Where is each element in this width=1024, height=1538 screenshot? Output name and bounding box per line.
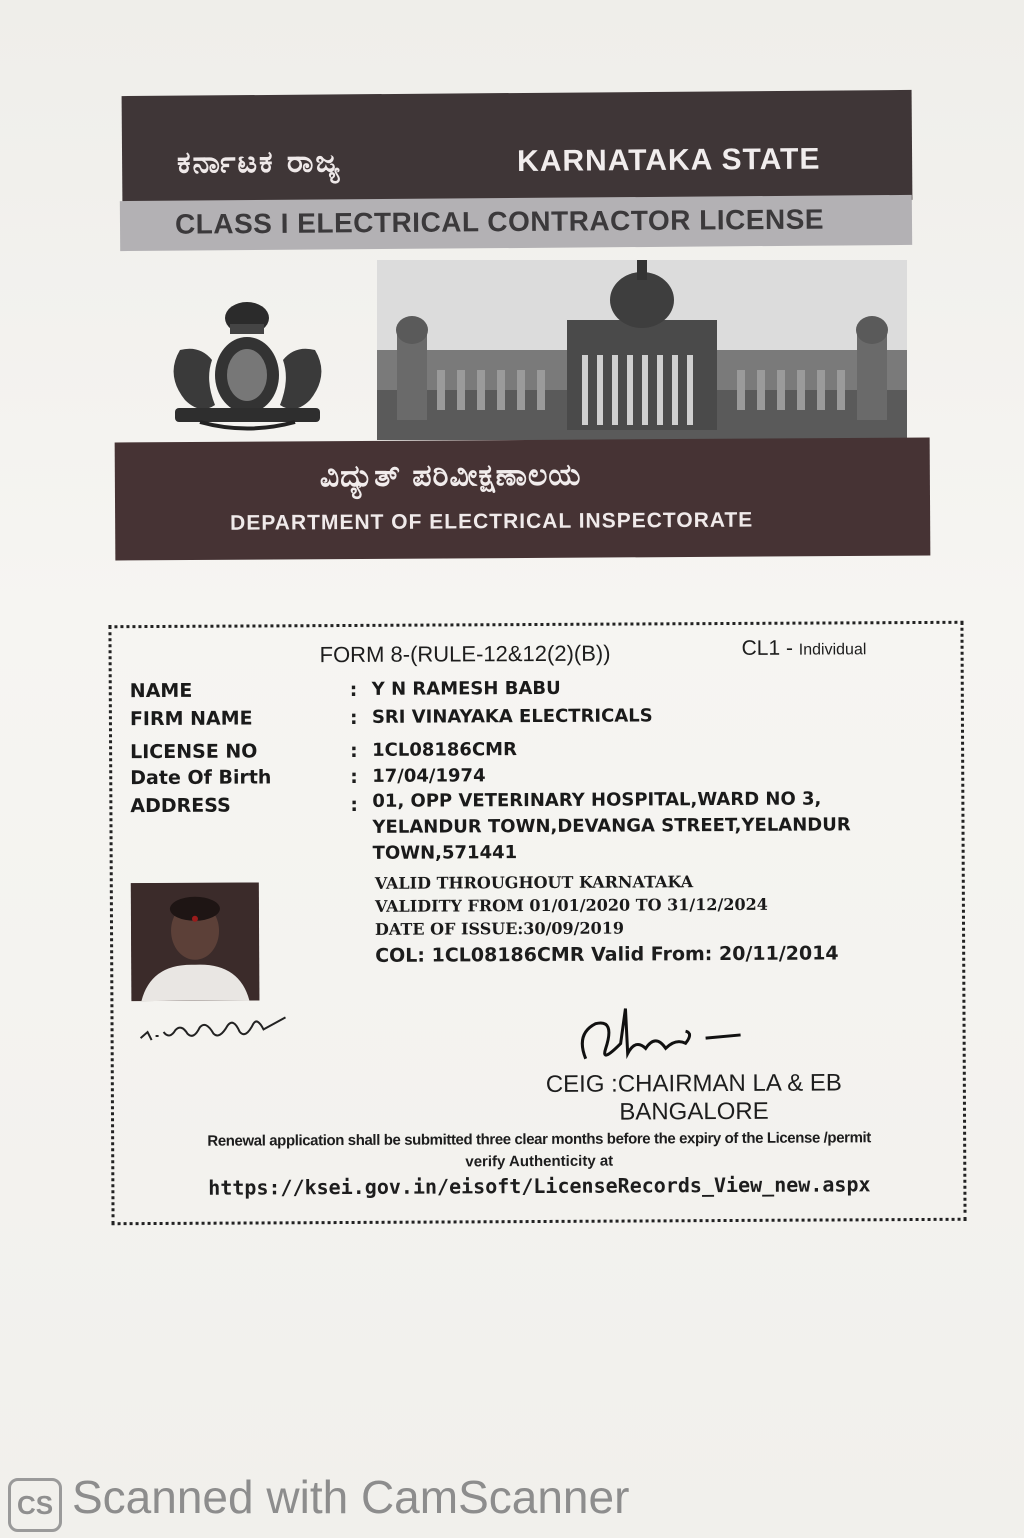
officer-designation (524, 1069, 864, 1127)
name-label: NAME (129, 679, 193, 703)
license-colon: : (350, 739, 358, 762)
firm-label: FIRM NAME (129, 707, 253, 731)
col-valid-from: COL: 1CL08186CMR Valid From: 20/11/2014 (375, 942, 839, 967)
validity-period: VALIDITY FROM 01/01/2020 TO 31/12/2024 (374, 894, 768, 916)
english-state-title: KARNATAKA STATE (516, 142, 821, 178)
officer-title: CEIG :CHAIRMAN LA & EB (545, 1069, 842, 1098)
english-department-title: DEPARTMENT OF ELECTRICAL INSPECTORATE (230, 508, 754, 535)
license-details-box (108, 621, 966, 1225)
kannada-department-title: ವಿದ್ಯುತ್ ಪರಿವೀಕ್ಷಣಾಲಯ (319, 457, 582, 495)
department-banner (115, 438, 931, 561)
name-colon: : (349, 678, 358, 701)
officer-signature (565, 1003, 745, 1069)
state-emblem-icon (160, 290, 335, 435)
dob-value: 17/04/1974 (372, 765, 486, 787)
person-photo-icon (131, 882, 260, 1001)
license-category (742, 636, 867, 661)
issue-date: DATE OF ISSUE:30/09/2019 (374, 918, 625, 939)
dob-colon: : (350, 765, 358, 788)
renewal-note: Renewal application shall be submitted three clear months before the expiry of the License /permit (207, 1129, 871, 1150)
license-label: LICENSE NO (130, 740, 258, 764)
holder-signature (135, 1009, 295, 1050)
holder-photo (131, 882, 260, 1001)
verify-note: verify Authenticity at (465, 1152, 614, 1171)
scanner-watermark: Scanned with CamScanner (72, 1471, 630, 1523)
vidhana-soudha-image (377, 260, 907, 440)
firm-value: SRI VINAYAKA ELECTRICALS (371, 705, 653, 728)
category-code: CL1 - (741, 636, 793, 660)
validity-region: VALID THROUGHOUT KARNATAKA (374, 872, 694, 893)
address-colon: : (350, 793, 359, 816)
category-type: Individual (798, 641, 867, 659)
address-label: ADDRESS (130, 794, 231, 818)
form-title: FORM 8-(RULE-12&12(2)(B)) (319, 640, 611, 668)
address-value: 01, OPP VETERINARY HOSPITAL,WARD NO 3, YELANDUR TOWN,DEVANGA STREET,YELANDUR TOWN,571441 (372, 788, 851, 864)
dob-label: Date Of Birth (130, 766, 272, 790)
camscanner-logo-icon: CS (8, 1478, 62, 1532)
officer-city: BANGALORE (619, 1097, 769, 1126)
license-class-title: CLASS I ELECTRICAL CONTRACTOR LICENSE (174, 203, 825, 240)
kannada-state-title: ಕರ್ನಾಟಕ ರಾಜ್ಯ (176, 144, 342, 181)
state-banner (122, 90, 913, 206)
name-value: Y N RAMESH BABU (371, 677, 561, 700)
license-class-banner (120, 195, 912, 251)
firm-colon: : (349, 706, 358, 729)
license-header (115, 85, 930, 560)
license-value: 1CL08186CMR (372, 739, 517, 761)
verification-url: https://ksei.gov.in/eisoft/LicenseRecords_View_new.aspx (208, 1172, 871, 1200)
